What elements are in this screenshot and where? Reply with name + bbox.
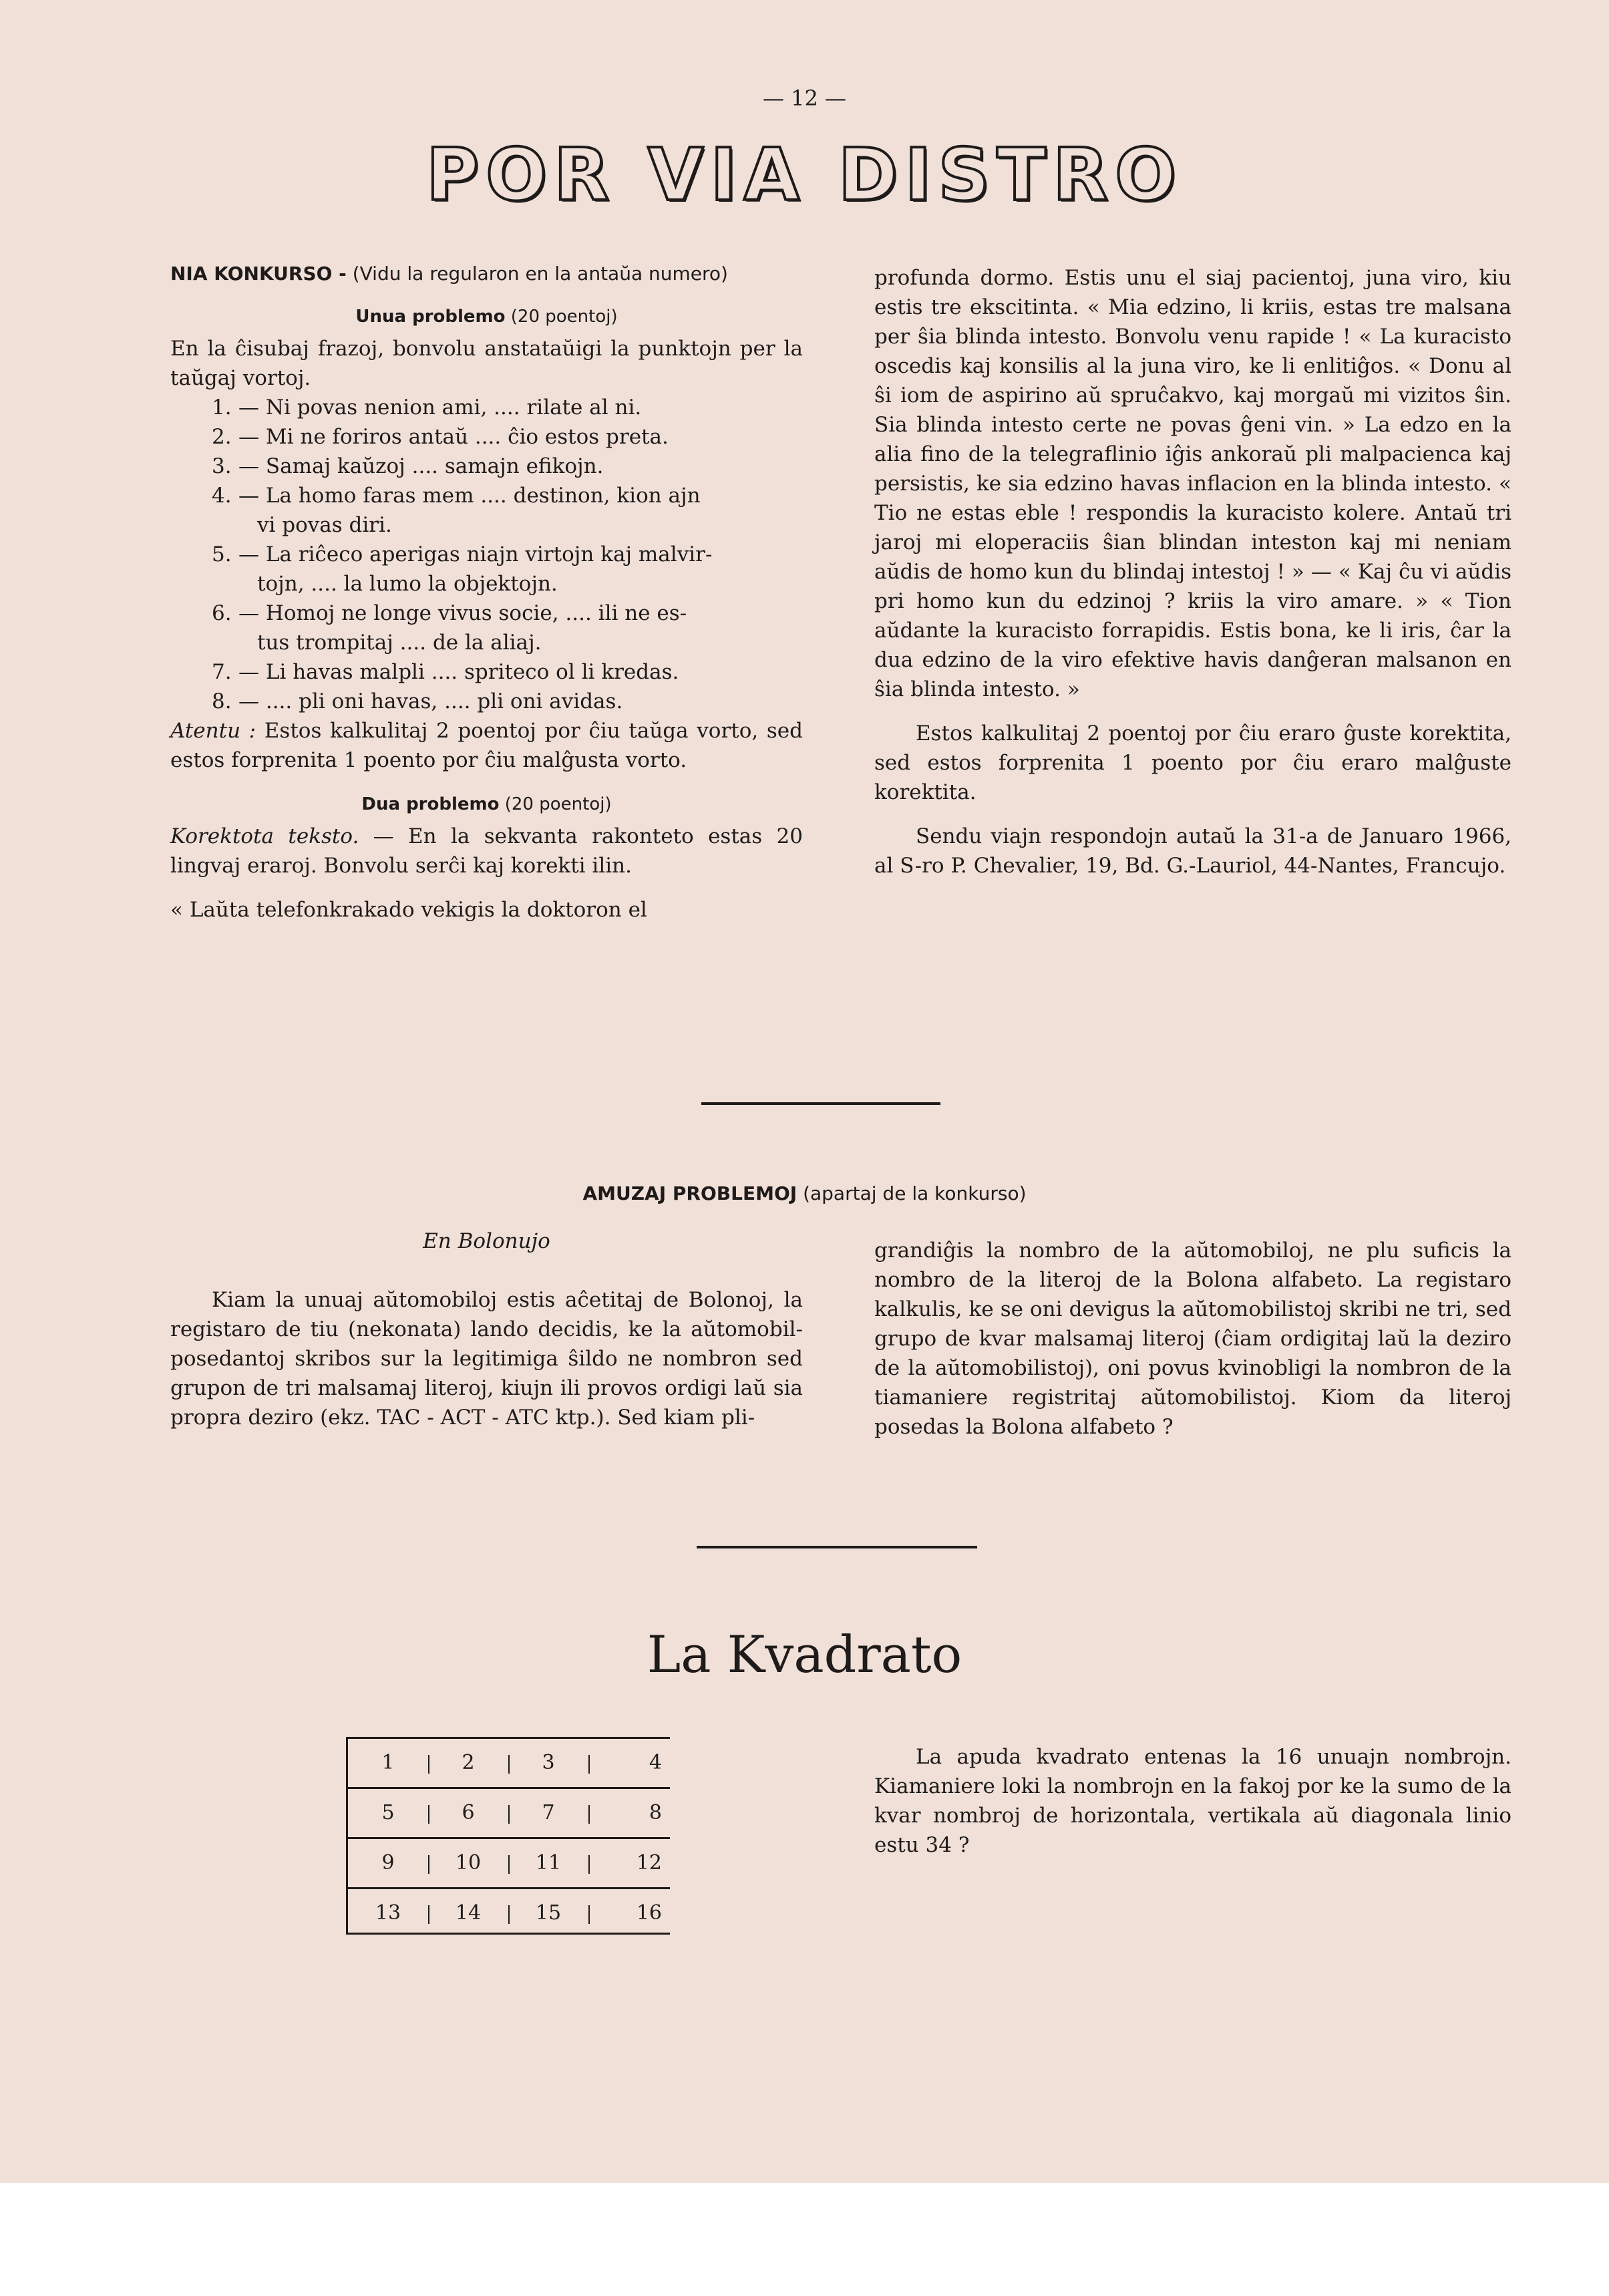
list-item [170, 393, 803, 422]
contest-right-column [874, 263, 1511, 880]
grid-cell: 2 [462, 1751, 475, 1774]
problem2-intro-label: Korektota teksto. [170, 824, 359, 848]
page-number: — 12 — [762, 86, 847, 111]
cell-separator [588, 1905, 590, 1924]
problem1-heading-label: Unua problemo [355, 307, 506, 327]
item-number: 8. [212, 689, 232, 713]
grid-cell: 12 [636, 1851, 662, 1874]
grid-cell: 13 [375, 1901, 401, 1925]
item-text: — Li havas malpli .... spriteco ol li kredas. [238, 660, 679, 684]
item-number: 3. [212, 454, 232, 478]
item-number: 4. [212, 484, 232, 508]
item-number: 1. [212, 395, 232, 420]
cell-separator [508, 1905, 510, 1924]
grid-cell: 15 [535, 1901, 562, 1925]
grid-cell: 7 [542, 1801, 555, 1824]
problem1-heading [170, 303, 803, 330]
item-number: 5. [212, 542, 232, 566]
scoring-text: Estos kalkulitaj 2 poentoj por ĉiu eraro ĝuste korektita, sed estos forprenita 1 poento por ĉiu eraro malĝuste korektita. [874, 721, 1511, 804]
problem2-intro-text: — En la sekvanta rakonteto estas 20 lingvaj eraroj. Bonvolu serĉi kaj korekti ilin. [170, 824, 803, 878]
list-item [170, 540, 803, 569]
list-item [170, 481, 803, 510]
fun-problems-heading [0, 1182, 1609, 1204]
grid-cell: 3 [542, 1751, 555, 1774]
cell-separator [428, 1755, 429, 1774]
section-divider [697, 1546, 977, 1548]
grid-row [348, 1889, 670, 1937]
story-continued: profunda dormo. Estis unu el siaj pacientoj, juna viro, kiu estis tre ekscitinta. « Mia edzino, li kriis, estas tre malsana per ŝia blinda intesto. Bonvolu venu rapide ! « La kuracisto oscedis kaj konsilis al la juna viro, ke li enlitiĝos. « Donu al ŝi iom de aspirino aŭ spruĉakvo, kaj morgaŭ mi vizitos ŝin. Sia blinda intesto certe ne povas ĝeni vin. » La edzo en la alia fino de la telegraflinio iĝis ankoraŭ pli malpacienca kaj persistis, ke sia edzino havas inflacion en la blinda intesto. « Tio ne estas eble ! respondis la kuracisto kolere. Antaŭ tri jaroj mi eloperaciis ŝian blindan inteston kaj mi neniam aŭdis de homo kun du blindaj intestoj ! » — « Kaj ĉu vi aŭdis pri homo kun du edzinoj ? kriis la viro amare. » « Tion aŭdante la kuracisto forrapidis. Estis bona, ke li iris, ĉar la dua edzino de la viro efektive havis danĝeran malsanon en ŝia blinda intesto. » [874, 266, 1511, 701]
fun-problems-label: AMUZAJ PROBLEMOJ [582, 1182, 797, 1204]
grid-cell: 14 [455, 1901, 482, 1925]
item-text: — La riĉeco aperigas niajn virtojn kaj malvir- [238, 542, 713, 566]
fun-problem-left-column [170, 1226, 803, 1432]
grid-cell: 16 [636, 1901, 662, 1925]
item-text: — Homoj ne longe vivus socie, .... ili ne es- [238, 601, 687, 625]
item-number: 7. [212, 660, 232, 684]
grid-cell: 6 [462, 1801, 475, 1824]
contest-heading [170, 259, 803, 289]
list-item-continuation: tus trompitaj .... de la aliaj. [257, 631, 542, 655]
grid-cell: 9 [381, 1851, 395, 1874]
contest-note: (Vidu la regularon en la antaŭa numero) [352, 263, 728, 285]
note-text: Estos kalkulitaj 2 poentoj por ĉiu taŭga vorto, sed estos forprenita 1 poento por ĉiu malĝusta vorto. [170, 719, 803, 772]
item-number: 2. [212, 425, 232, 449]
contest-left-column [170, 259, 803, 925]
cell-separator [588, 1805, 590, 1824]
item-number: 6. [212, 601, 232, 625]
list-item [170, 599, 803, 628]
square-problem-text: La apuda kvadrato entenas la 16 unuajn nombrojn. Kiamaniere loki la nombrojn en la fakoj por ke la sumo de la kvar nombroj de horizontala, vertikala aŭ diagonala linio estu 34 ? [874, 1745, 1511, 1857]
cell-separator [428, 1855, 429, 1874]
cell-separator [508, 1855, 510, 1874]
grid-cell: 4 [649, 1751, 662, 1774]
grid-cell: 1 [381, 1751, 395, 1774]
grid-row [348, 1739, 670, 1789]
list-item-continuation: vi povas diri. [257, 513, 392, 537]
item-text: — Ni povas nenion ami, .... rilate al ni. [238, 395, 642, 420]
cell-separator [508, 1805, 510, 1824]
fun-problem-text-right: grandiĝis la nombro de la aŭtomobiloj, ne plu suficis la nombro de la literoj de la Bolona alfabeto. La registaro kalkulis, ke se oni devigus la aŭtomobilistoj skribi ne tri, sed grupo de kvar malsamaj literoj (ĉiam ordigitaj laŭ la deziro de la aŭtomobilistoj), oni povus kvinobligi la nombron de la tiamaniere registritaj aŭtomobilistoj. Kiom da literoj posedas la Bolona alfabeto ? [874, 1239, 1511, 1439]
grid-cell: 8 [649, 1801, 662, 1824]
number-square-grid [346, 1737, 670, 1935]
grid-row [348, 1839, 670, 1889]
contest-label: NIA KONKURSO - [170, 263, 347, 285]
cell-separator [588, 1855, 590, 1874]
item-text: — La homo faras mem .... destinon, kion ajn [238, 484, 701, 508]
item-text: — .... pli oni havas, .... pli oni avidas. [238, 689, 623, 713]
grid-cell: 10 [455, 1851, 482, 1874]
problem2-heading-points: (20 poentoj) [504, 794, 612, 814]
problem2-intro [170, 822, 803, 880]
grid-cell: 11 [535, 1851, 562, 1874]
grid-cell: 5 [381, 1801, 395, 1824]
square-section-title: La Kvadrato [647, 1625, 962, 1684]
list-item [170, 687, 803, 716]
cell-separator [508, 1755, 510, 1774]
fun-problems-note: (apartaj de la konkurso) [803, 1182, 1027, 1204]
problem1-intro: En la ĉisubaj frazoj, bonvolu anstataŭigi la punktojn per la taŭgaj vortoj. [170, 337, 803, 390]
problem2-heading-label: Dua problemo [361, 794, 500, 814]
problem1-sentence-list [170, 393, 803, 716]
problem1-note [170, 716, 803, 775]
cell-separator [428, 1905, 429, 1924]
section-divider [701, 1102, 940, 1105]
item-text: — Samaj kaŭzoj .... samajn efikojn. [238, 454, 604, 478]
list-item [170, 452, 803, 481]
square-problem-column [874, 1742, 1511, 1860]
cell-separator [588, 1755, 590, 1774]
fun-problem-subtitle: En Bolonujo [423, 1229, 550, 1253]
send-address-text: Sendu viajn respondojn autaŭ la 31-a de Januaro 1966, al S-ro P. Chevalier, 19, Bd. G.-Lauriol, 44-Nantes, Francujo. [874, 824, 1511, 878]
fun-problem-text-left: Kiam la unuaj aŭtomobiloj estis aĉetitaj de Bolonoj, la registaro de tiu (nekonata) lando decidis, ke la aŭtomobil-posedantoj skribos sur la legitimiga ŝildo ne nombron sed grupon de tri malsamaj literoj, kiujn ili provos ordigi laŭ sia propra deziro (ekz. TAC - ACT - ATC ktp.). Sed kiam pli- [170, 1288, 803, 1430]
story-start: « Laŭta telefonkrakado vekigis la doktoron el [170, 898, 647, 922]
cell-separator [428, 1805, 429, 1824]
note-label: Atentu : [170, 719, 256, 743]
grid-row [348, 1789, 670, 1839]
fun-problem-right-column [874, 1236, 1511, 1442]
page-title: POR VIA DISTRO [426, 134, 1183, 217]
item-text: — Mi ne foriros antaŭ .... ĉio estos preta. [238, 425, 669, 449]
problem2-heading [170, 791, 803, 818]
list-item [170, 657, 803, 687]
problem1-heading-points: (20 poentoj) [510, 307, 618, 327]
list-item-continuation: tojn, .... la lumo la objektojn. [257, 572, 558, 596]
list-item [170, 422, 803, 452]
